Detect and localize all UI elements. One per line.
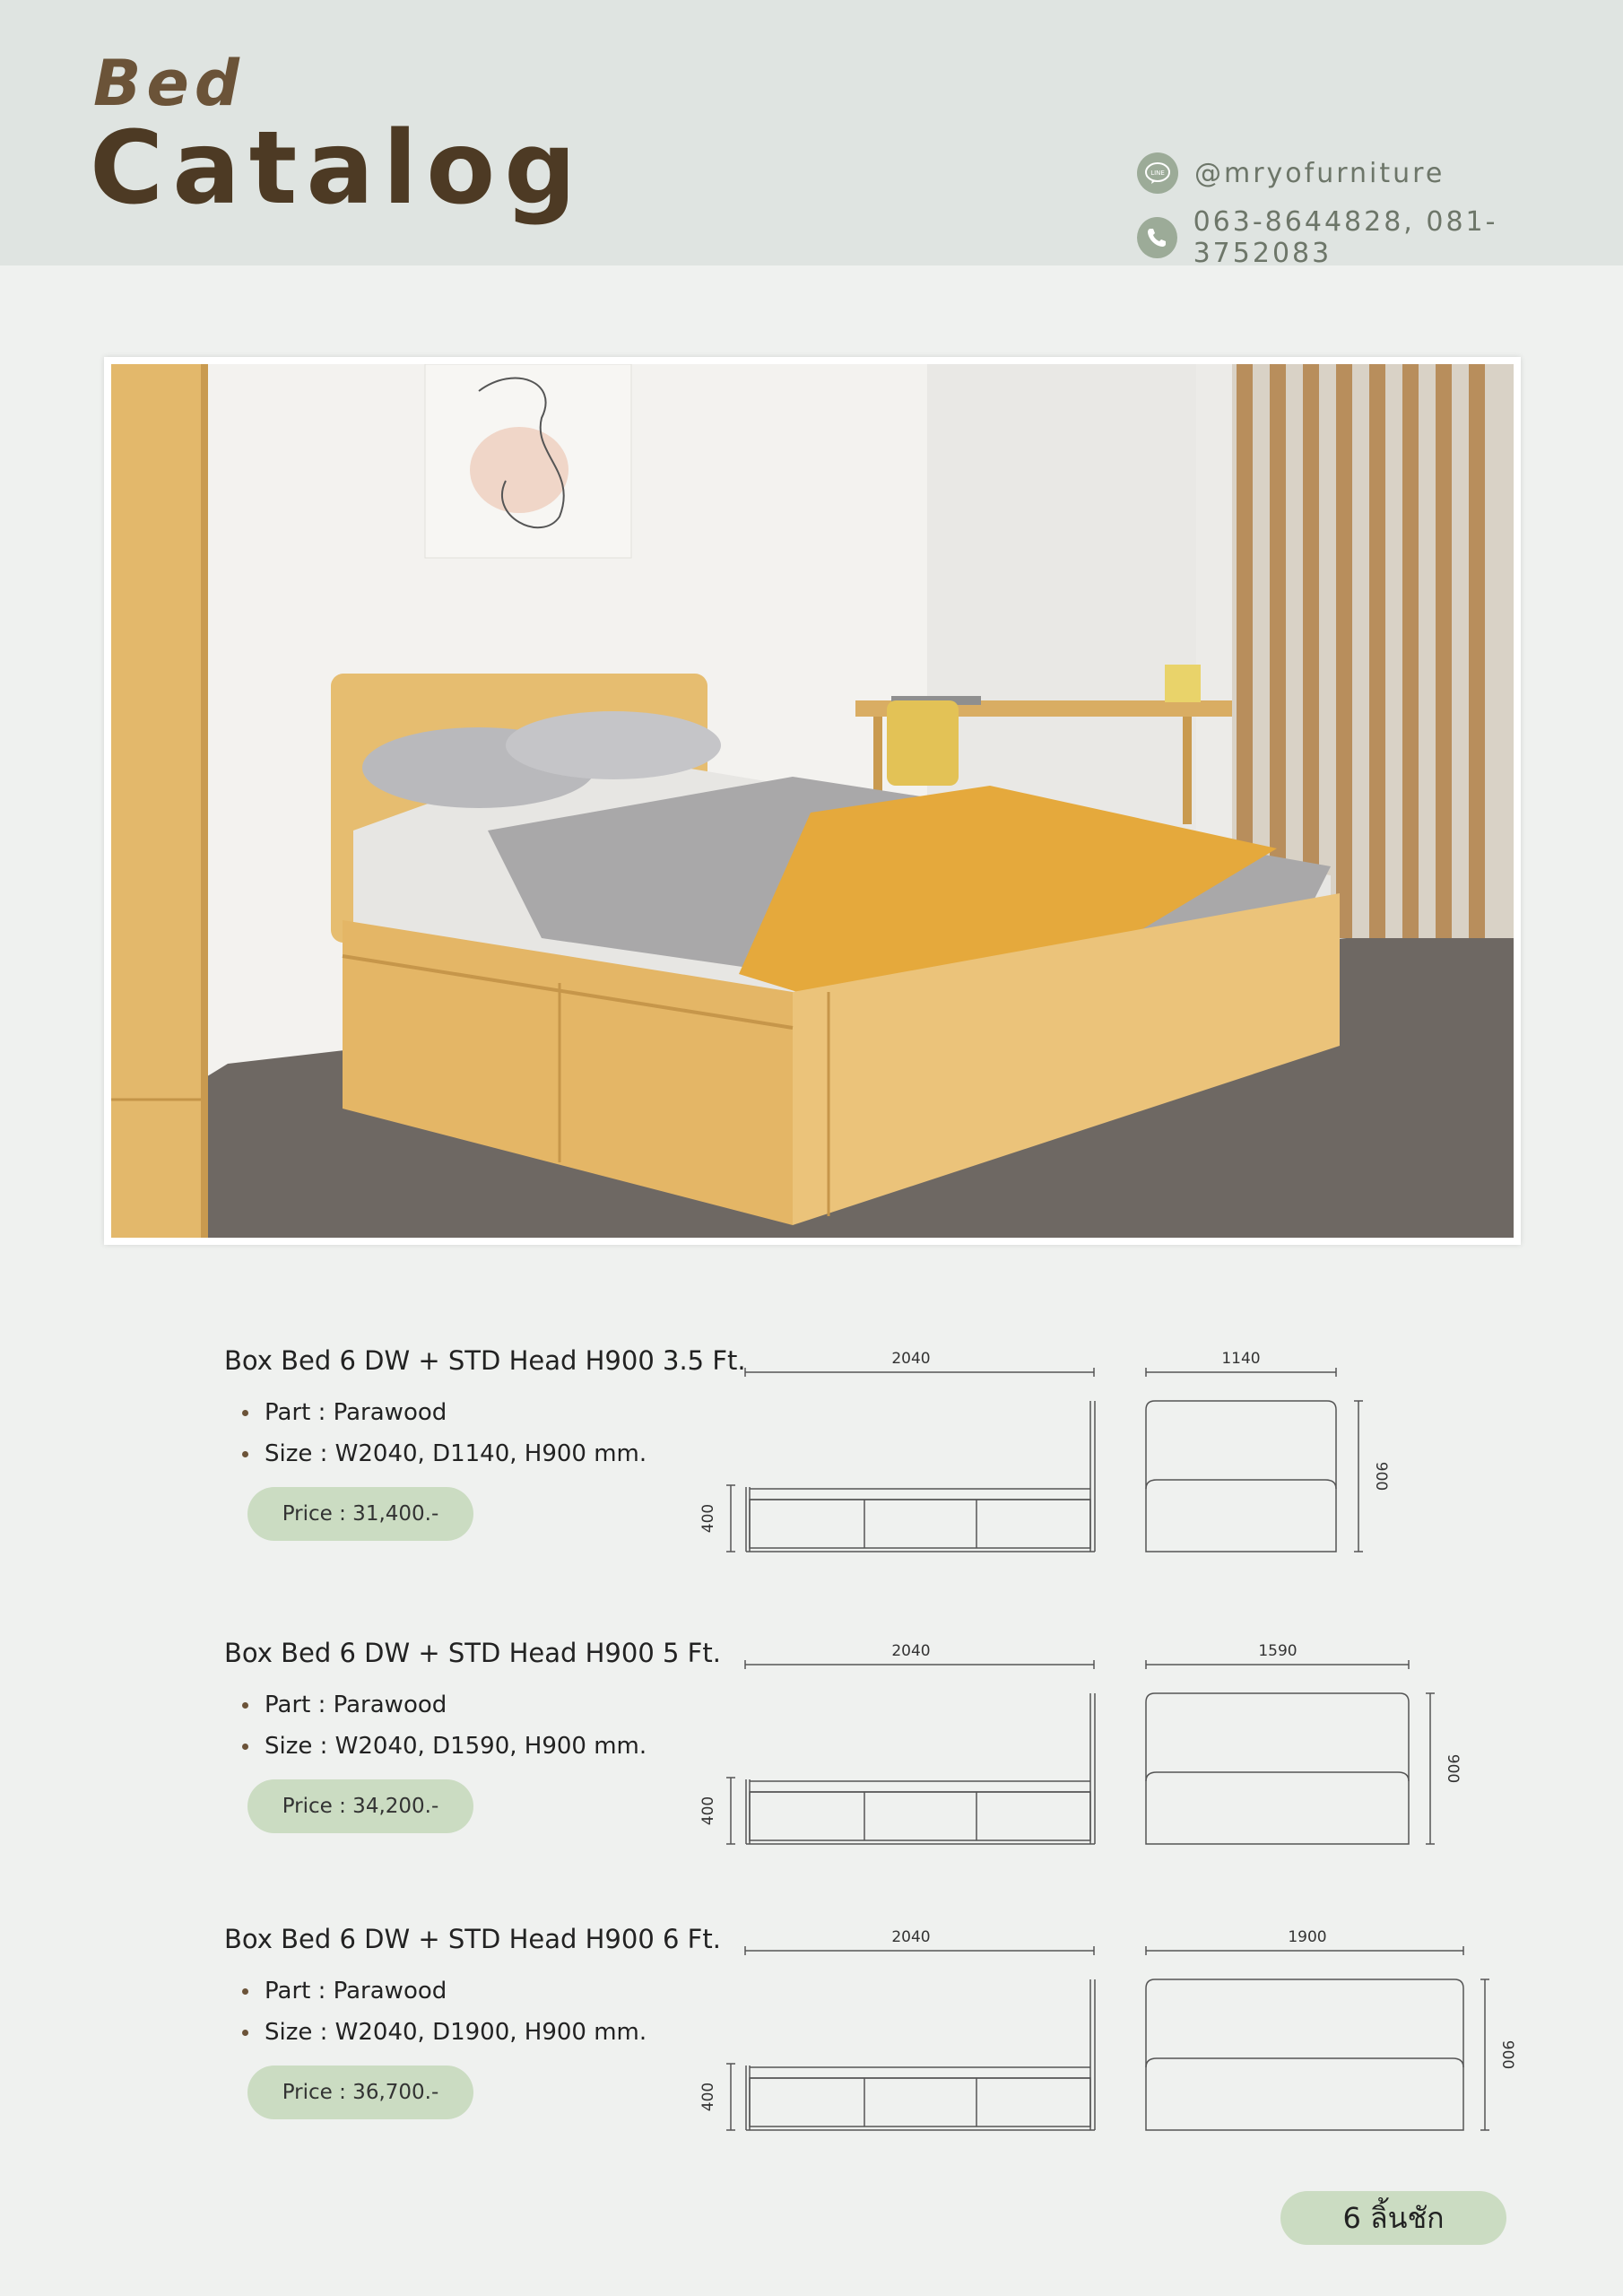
dim-base: 400 xyxy=(699,1796,717,1826)
dimension-drawing xyxy=(0,1924,1623,2193)
title-catalog: Catalog xyxy=(90,110,586,227)
line-app-icon xyxy=(1137,152,1178,194)
dim-length: 2040 xyxy=(891,1642,931,1660)
spec-part: Part : Parawood xyxy=(242,1970,647,2012)
phone-contact[interactable] xyxy=(1137,206,1623,269)
svg-text:LINE: LINE xyxy=(1150,170,1165,177)
dim-height: 900 xyxy=(1444,1753,1462,1784)
phone-numbers: 063-8644828, 081-3752083 xyxy=(1193,206,1498,269)
dim-width: 1590 xyxy=(1258,1642,1298,1660)
dimension-drawing xyxy=(0,1638,1623,1907)
line-contact[interactable] xyxy=(1137,152,1445,194)
price-badge: Price : 31,400.- xyxy=(247,1487,473,1541)
product-card xyxy=(0,1638,1623,1907)
product-title: Box Bed 6 DW + STD Head H900 6 Ft. xyxy=(224,1924,721,1954)
page-header xyxy=(0,0,1623,269)
price-badge: Price : 36,700.- xyxy=(247,2066,473,2119)
dim-width: 1900 xyxy=(1288,1928,1327,1946)
dim-base: 400 xyxy=(699,2082,717,2112)
bed-room-photo xyxy=(104,357,1521,1245)
product-title: Box Bed 6 DW + STD Head H900 5 Ft. xyxy=(224,1638,721,1668)
title-bed: Bed xyxy=(93,47,245,120)
dim-length: 2040 xyxy=(891,1350,931,1368)
spec-size: Size : W2040, D1140, H900 mm. xyxy=(242,1433,647,1474)
dim-height: 900 xyxy=(1498,2039,1516,2070)
product-card xyxy=(0,1924,1623,2193)
product-card xyxy=(0,1345,1623,1614)
dim-length: 2040 xyxy=(891,1928,931,1946)
spec-part: Part : Parawood xyxy=(242,1392,647,1433)
dim-base: 400 xyxy=(699,1503,717,1534)
spec-part: Part : Parawood xyxy=(242,1684,647,1726)
line-handle: @mryofurniture xyxy=(1194,157,1445,189)
product-title: Box Bed 6 DW + STD Head H900 3.5 Ft. xyxy=(224,1345,746,1376)
dimension-drawing xyxy=(0,1345,1623,1614)
phone-icon xyxy=(1137,217,1177,258)
spec-size: Size : W2040, D1590, H900 mm. xyxy=(242,1726,647,1767)
spec-size: Size : W2040, D1900, H900 mm. xyxy=(242,2012,647,2053)
dim-width: 1140 xyxy=(1221,1350,1261,1368)
drawer-count-badge: 6 ลิ้นชัก xyxy=(1280,2191,1506,2245)
price-badge: Price : 34,200.- xyxy=(247,1779,473,1833)
dim-height: 900 xyxy=(1372,1461,1390,1492)
